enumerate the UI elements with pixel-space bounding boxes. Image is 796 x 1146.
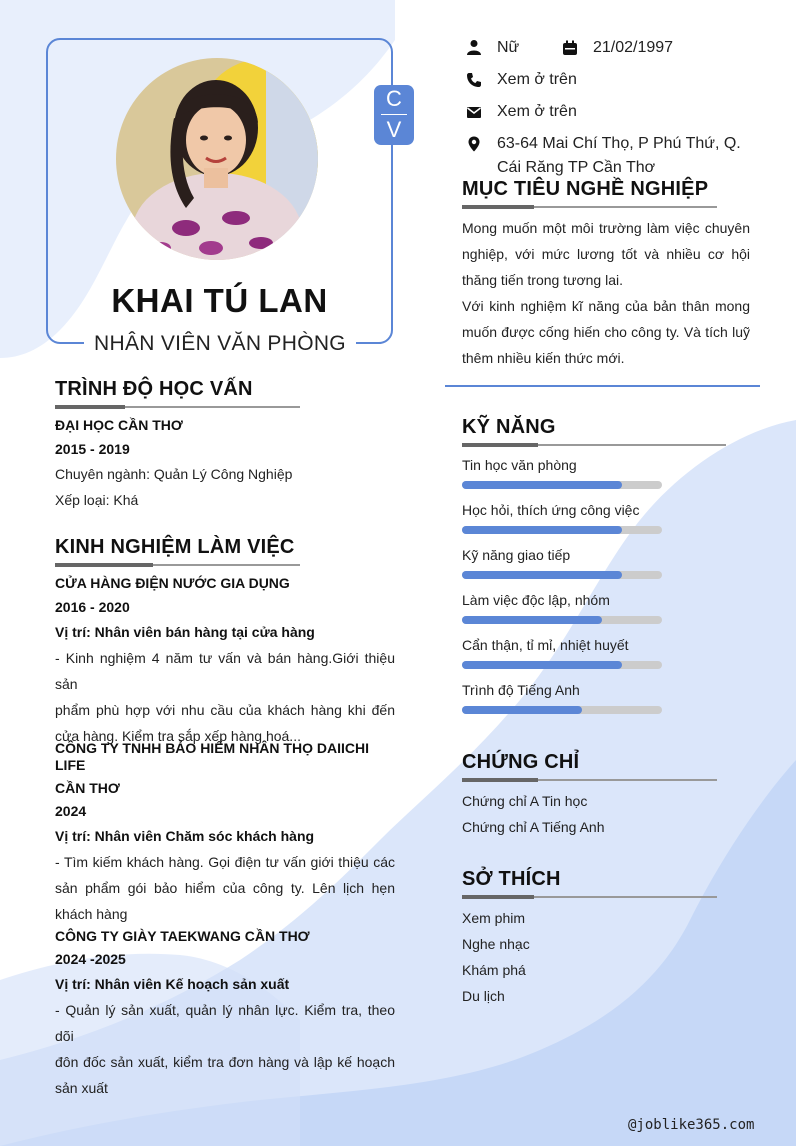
skill-bar-track [462,481,662,489]
skill-bar-fill [462,571,622,579]
skills-title: KỸ NĂNG [462,416,556,438]
job-entry [55,928,395,1101]
job-years: 2024 [55,803,87,819]
objective-line: thêm nhiều kiến thức mới. [462,350,625,366]
skill-label: Học hỏi, thích ứng công việc [462,502,640,518]
objective-bottom-divider [445,385,760,387]
profile-photo [116,58,318,260]
watermark-text: @joblike365.com [628,1117,755,1133]
job-entry [55,575,395,749]
job-years: 2016 - 2020 [55,599,130,615]
education-divider-accent [55,405,125,409]
job-description-line: - Kinh nghiệm 4 năm tư vấn và bán hàng.Giới thiệu sản [55,650,395,692]
skill-item [462,502,682,547]
skill-item [462,457,682,502]
skills-list [462,457,682,727]
email-text: Xem ở trên [497,103,577,120]
experience-title: KINH NGHIỆM LÀM VIỆC [55,536,295,558]
certificate-item: Chứng chỉ A Tin học [462,793,588,809]
objective-divider-accent [462,205,534,209]
hobbies-divider-accent [462,895,534,899]
birthday-text: 21/02/1997 [593,39,674,56]
objective-line: nghiệp, với mức lương tốt và nhiều cơ hội [462,246,750,262]
phone-icon [466,72,482,88]
certificates-title: CHỨNG CHỈ [462,751,580,773]
education-major: Chuyên ngành: Quản Lý Công Nghiệp [55,466,293,482]
certificates-divider-accent [462,778,538,782]
job-position: Vị trí: Nhân viên bán hàng tại cửa hàng [55,624,315,640]
job-description-line: cửa hàng. Kiểm tra sắp xếp hàng hoá... [55,728,301,744]
skill-label: Kỹ năng giao tiếp [462,547,571,563]
cv-badge [374,85,414,145]
location-icon [466,136,482,152]
objective-text [462,215,750,371]
job-description-line: đôn đốc sản xuất, kiểm tra đơn hàng và lập kế hoạch [55,1054,395,1070]
skill-item [462,637,682,682]
skill-bar-track [462,661,662,669]
skill-item [462,592,682,637]
skill-bar-fill [462,616,602,624]
address-line-1: 63-64 Mai Chí Thọ, P Phú Thứ, Q. [497,135,741,152]
job-company: CÔNG TY TNHH BẢO HIỂM NHÂN THỌ DAIICHI LIFE [55,740,369,773]
skill-item [462,682,682,727]
experience-divider-accent [55,563,153,567]
objective-title: MỤC TIÊU NGHỀ NGHIỆP [462,178,709,200]
cv-badge-divider [381,114,407,115]
skill-label: Cẩn thận, tỉ mỉ, nhiệt huyết [462,637,629,653]
candidate-role: NHÂN VIÊN VĂN PHÒNG [84,330,356,358]
skill-bar-fill [462,661,622,669]
skill-bar-track [462,616,662,624]
skill-label: Làm việc độc lập, nhóm [462,592,610,608]
skill-bar-fill [462,706,582,714]
cv-badge-top: C [386,86,402,111]
calendar-icon [562,40,578,56]
skill-item [462,547,682,592]
job-position: Vị trí: Nhân viên Chăm sóc khách hàng [55,828,315,844]
skills-divider-accent [462,443,538,447]
person-icon [466,39,482,55]
education-school: ĐẠI HỌC CẦN THƠ [55,417,183,433]
job-description-line: khách hàng [55,906,128,922]
skill-bar-track [462,526,662,534]
education-title: TRÌNH ĐỘ HỌC VẤN [55,378,253,400]
skill-label: Trình độ Tiếng Anh [462,682,580,698]
certificate-item: Chứng chỉ A Tiếng Anh [462,819,605,835]
objective-line: Với kinh nghiệm kĩ năng của bản thân mong [462,298,750,314]
skill-bar-fill [462,481,622,489]
hobby-item: Nghe nhạc [462,936,530,952]
mail-icon [466,104,482,120]
objective-line: Mong muốn một môi trường làm việc chuyên [462,220,750,236]
hobby-item: Xem phim [462,910,526,926]
cv-badge-bottom: V [386,117,402,142]
job-years: 2024 -2025 [55,951,126,967]
hobby-item: Du lịch [462,988,505,1004]
candidate-name: KHAI TÚ LAN [111,282,328,319]
hobbies-title: SỞ THÍCH [462,868,561,890]
skill-bar-track [462,571,662,579]
job-description-line: sản phẩm gói bảo hiểm của công ty. Lên lịch hẹn [55,880,395,896]
objective-line: thăng tiến trong tương lai. [462,272,623,288]
job-company: CÔNG TY GIÀY TAEKWANG CẦN THƠ [55,928,310,944]
education-grade: Xếp loại: Khá [55,492,139,508]
skill-label: Tin học văn phòng [462,457,577,473]
hobby-item: Khám phá [462,962,526,978]
phone-text: Xem ở trên [497,71,577,88]
gender-text: Nữ [497,39,520,56]
address-line-2: Cái Răng TP Cần Thơ [497,159,656,176]
job-description-line: sản xuất [55,1080,108,1096]
job-description-line: - Tìm kiếm khách hàng. Gọi điện tư vấn giới thiệu các [55,854,395,870]
skill-bar-track [462,706,662,714]
skill-bar-fill [462,526,622,534]
education-years: 2015 - 2019 [55,441,130,457]
objective-line: muốn được cống hiến cho công ty. Và tích luỹ [462,324,750,340]
job-entry [55,740,395,927]
job-company: CỬA HÀNG ĐIỆN NƯỚC GIA DỤNG [55,575,290,591]
job-description-line: phẩm phù hợp với nhu cầu của khách hàng khi đến [55,702,395,718]
job-company-cont: CẦN THƠ [55,780,120,796]
job-position: Vị trí: Nhân viên Kế hoạch sản xuất [55,976,290,992]
job-description-line: - Quản lý sản xuất, quản lý nhân lực. Kiểm tra, theo dõi [55,1002,395,1044]
